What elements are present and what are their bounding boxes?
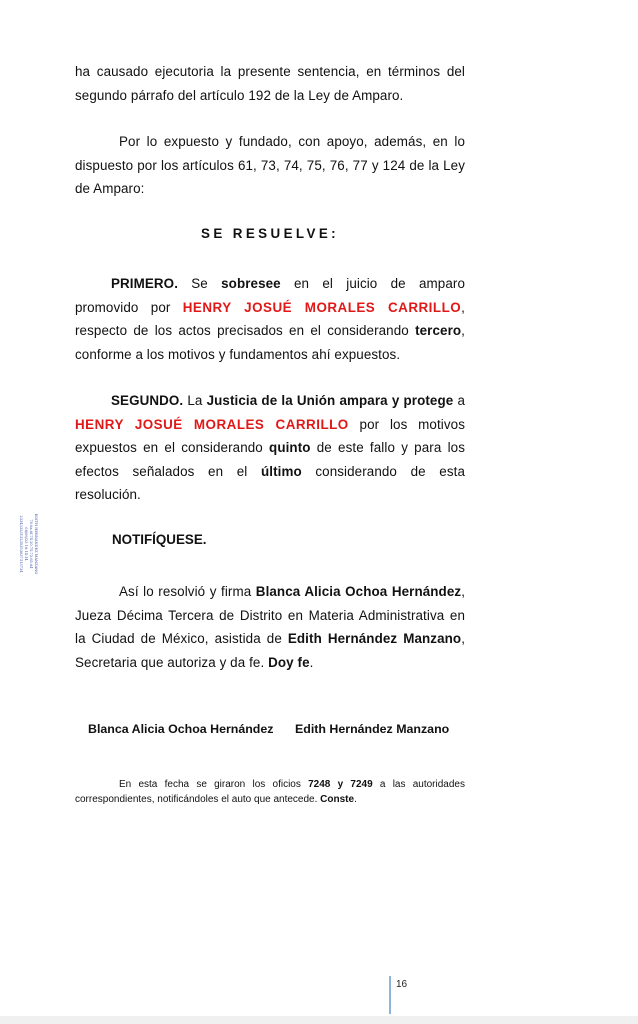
page-bottom-edge bbox=[0, 1016, 638, 1024]
resolvio-text-4: . bbox=[309, 654, 314, 670]
paragraph-segundo bbox=[75, 389, 465, 507]
primero-tercero: tercero bbox=[415, 323, 462, 338]
resolvio-doy-fe: Doy fe bbox=[268, 654, 310, 670]
note-text-3: . bbox=[354, 793, 357, 805]
primero-text-3: , respecto de los actos precisados en el considerando bbox=[75, 299, 465, 338]
primero-label: PRIMERO. bbox=[111, 276, 179, 291]
segundo-justicia: Justicia de la Unión ampara y protege bbox=[206, 393, 454, 408]
segundo-ultimo: último bbox=[260, 463, 302, 479]
paragraph-ejecutoria-text: ha causado ejecutoria la presente sentencia, en términos del segundo párrafo del artículo 192 de la Ley de Amparo. bbox=[75, 64, 465, 103]
notifiquese-heading: NOTIFÍQUESE. bbox=[112, 532, 207, 547]
page-number-divider bbox=[389, 976, 391, 1014]
note-text-1: En esta fecha se giraron los oficios bbox=[119, 779, 309, 790]
segundo-label: SEGUNDO. bbox=[111, 393, 184, 408]
paragraph-fundamentos bbox=[75, 130, 465, 201]
segundo-text-3: por los motivos expuestos en el considerando bbox=[75, 416, 465, 455]
segundo-quejoso-name: HENRY JOSUÉ MORALES CARRILLO bbox=[75, 416, 349, 432]
segundo-text-4: de este fallo y para los efectos señalados en el bbox=[75, 440, 465, 479]
resolutive-heading: SE RESUELVE: bbox=[200, 226, 340, 241]
paragraph-fundamentos-text: Por lo expuesto y fundado, con apoyo, además, en lo dispuesto por los artículos 61, 73, 74, 75, 76, 77 y 124 de la Ley de Amparo: bbox=[75, 134, 465, 196]
page-number: 16 bbox=[396, 979, 408, 990]
segundo-text-2: a bbox=[453, 393, 465, 408]
primero-text-2: en el juicio de amparo promovido por bbox=[75, 276, 465, 315]
signature-secretaria: Edith Hernández Manzano bbox=[295, 722, 450, 736]
resolvio-text-2: , Jueza Décima Tercera de Distrito en Materia Administrativa en la Ciudad de México, asistida de bbox=[75, 584, 466, 646]
electronic-signature-stamp bbox=[16, 490, 40, 602]
resolvio-text-3: , Secretaria que autoriza y da fe. bbox=[75, 631, 466, 670]
primero-text-4: , conforme a los motivos y fundamentos ahí expuestos. bbox=[75, 323, 465, 362]
stamp-line-1: EDITH HERNANDEZ MANZANO bbox=[34, 513, 38, 575]
stamp-line-4: 2334332313235353637313734 bbox=[19, 515, 23, 573]
signature-jueza: Blanca Alicia Ochoa Hernández bbox=[88, 722, 274, 736]
stamp-line-3: 08/06/23 16:14:14 bbox=[24, 527, 28, 561]
resolvio-text-1: Así lo resolvió y firma bbox=[119, 584, 256, 599]
segundo-quinto: quinto bbox=[269, 440, 311, 455]
note-text-2: a las autoridades correspondientes, notificándoles el auto que antecede. bbox=[75, 779, 465, 805]
primero-sobresee: sobresee bbox=[221, 276, 281, 291]
note-conste: Conste bbox=[320, 793, 355, 805]
oficios-note bbox=[75, 778, 465, 807]
paragraph-resolvio bbox=[75, 580, 465, 674]
resolvio-secretaria-name: Edith Hernández Manzano bbox=[287, 631, 462, 646]
note-oficios: 7248 y 7249 bbox=[308, 779, 373, 790]
primero-text-1: Se bbox=[178, 276, 222, 291]
primero-quejoso-name: HENRY JOSUÉ MORALES CARRILLO bbox=[182, 299, 462, 315]
paragraph-ejecutoria bbox=[75, 60, 465, 107]
stamp-line-2: 70.6a.6f.74.20.75.73.65.64 bbox=[29, 519, 33, 569]
segundo-text-1: La bbox=[183, 393, 207, 408]
paragraph-primero bbox=[75, 272, 465, 366]
resolvio-jueza-name: Blanca Alicia Ochoa Hernández bbox=[255, 584, 462, 599]
segundo-text-5: considerando de esta resolución. bbox=[75, 463, 465, 502]
